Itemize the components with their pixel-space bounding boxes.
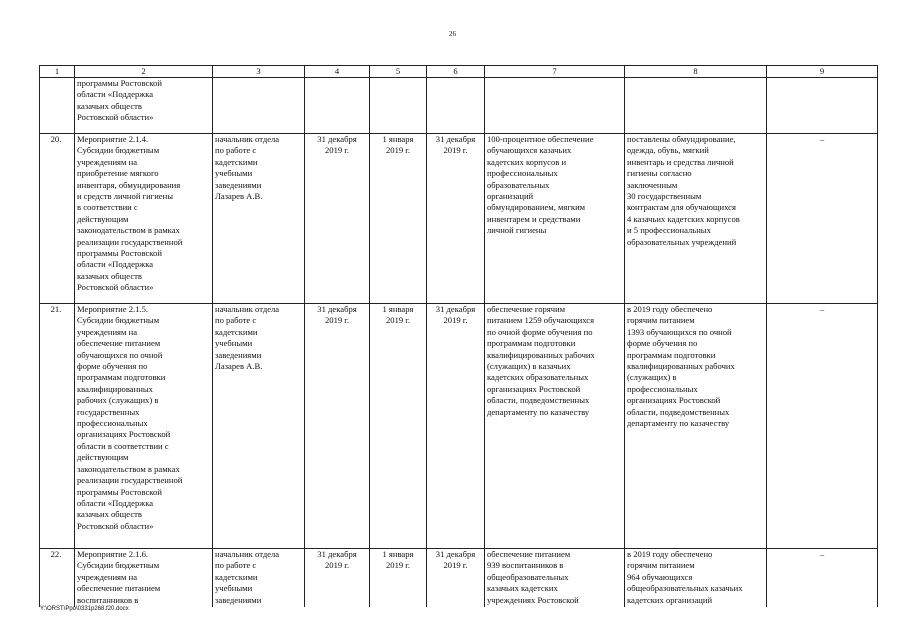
actual-result-cell: поставлены обмундирование, одежда, обувь, мягкий инвентарь и средства личной гигиены согласно заключенным 30 государственным контрактам для обучающихся 4 казачьих кадетских корпусов и 5 профессиональных образовательных учреждений (625, 134, 767, 304)
header-cell: 1 (40, 66, 75, 78)
header-cell: 6 (427, 66, 485, 78)
header-cell: 3 (213, 66, 305, 78)
row-number: 22. (40, 549, 75, 607)
header-cell: 7 (485, 66, 625, 78)
file-path-footer: Y:\ORST\Ppo\0331p268.f20.docx (40, 606, 129, 612)
planned-result-cell: обеспечение горячим питанием 1259 обучающихся по очной форме обучения по программам подготовки квалифицированных рабочих (служащих) в казачьих кадетских образовательных организациях Ростовской области, подведомственных департаменту по казачеству (485, 304, 625, 549)
table-header-row (40, 66, 878, 78)
planned-end-cell: 31 декабря 2019 г. (305, 549, 370, 607)
header-cell: 9 (767, 66, 878, 78)
responsible-cell: начальник отдела по работе с кадетскими учебными заведениями Лазарев А.В. (213, 134, 305, 304)
actual-start-cell (370, 78, 427, 134)
actual-end-cell (427, 78, 485, 134)
header-cell: 2 (75, 66, 213, 78)
planned-result-cell: 100-процентное обеспечение обучающихся казачьих кадетских корпусов и профессиональных образовательных организаций обмундированием, мягким инвентарем и средствами личной гигиены (485, 134, 625, 304)
actual-end-cell: 31 декабря 2019 г. (427, 304, 485, 549)
row-number (40, 78, 75, 134)
table-row (40, 78, 878, 134)
reason-cell: – (767, 549, 878, 607)
reason-cell: – (767, 304, 878, 549)
table-row (40, 304, 878, 549)
measure-cell: Мероприятие 2.1.5. Субсидии бюджетным учреждениям на обеспечение питанием обучающихся по очной форме обучения по программам подготовки квалифицированных рабочих (служащих) в государственных профессиональных организациях Ростовской области в соответствии с действующим законодательством в рамках реализации государственной программы Ростовской области «Поддержка казачьих обществ Ростовской области» (75, 304, 213, 549)
report-table (39, 65, 878, 607)
measure-cell: Мероприятие 2.1.6. Субсидии бюджетным учреждениям на обеспечение питанием воспитанников в (75, 549, 213, 607)
planned-end-cell: 31 декабря 2019 г. (305, 304, 370, 549)
header-cell: 8 (625, 66, 767, 78)
actual-result-cell: в 2019 году обеспечено горячим питанием 964 обучающихся общеобразовательных казачьих кадетских организаций (625, 549, 767, 607)
responsible-cell: начальник отдела по работе с кадетскими учебными заведениями (213, 549, 305, 607)
actual-end-cell: 31 декабря 2019 г. (427, 549, 485, 607)
row-number: 20. (40, 134, 75, 304)
header-cell: 4 (305, 66, 370, 78)
table-row (40, 549, 878, 607)
planned-end-cell: 31 декабря 2019 г. (305, 134, 370, 304)
planned-result-cell: обеспечение питанием 939 воспитанников в общеобразовательных казачьих кадетских учреждениях Ростовской (485, 549, 625, 607)
actual-result-cell (625, 78, 767, 134)
actual-start-cell: 1 января 2019 г. (370, 549, 427, 607)
measure-cell: программы Ростовской области «Поддержка казачьих обществ Ростовской области» (75, 78, 213, 134)
actual-end-cell: 31 декабря 2019 г. (427, 134, 485, 304)
reason-cell: – (767, 134, 878, 304)
responsible-cell: начальник отдела по работе с кадетскими учебными заведениями Лазарев А.В. (213, 304, 305, 549)
planned-end-cell (305, 78, 370, 134)
measure-cell: Мероприятие 2.1.4. Субсидии бюджетным учреждениям на приобретение мягкого инвентаря, обмундирования и средств личной гигиены в соответствии с действующим законодательством в рамках реализации государственной программы Ростовской области «Поддержка казачьих обществ Ростовской области» (75, 134, 213, 304)
header-cell: 5 (370, 66, 427, 78)
row-number: 21. (40, 304, 75, 549)
page-number: 26 (449, 30, 456, 38)
actual-start-cell: 1 января 2019 г. (370, 134, 427, 304)
planned-result-cell (485, 78, 625, 134)
actual-start-cell: 1 января 2019 г. (370, 304, 427, 549)
table-row (40, 134, 878, 304)
responsible-cell (213, 78, 305, 134)
reason-cell (767, 78, 878, 134)
actual-result-cell: в 2019 году обеспечено горячим питанием 1393 обучающихся по очной форме обучения по программам подготовки квалифицированных рабочих (служащих) в профессиональных организациях Ростовской области, подведомственных департаменту по казачеству (625, 304, 767, 549)
